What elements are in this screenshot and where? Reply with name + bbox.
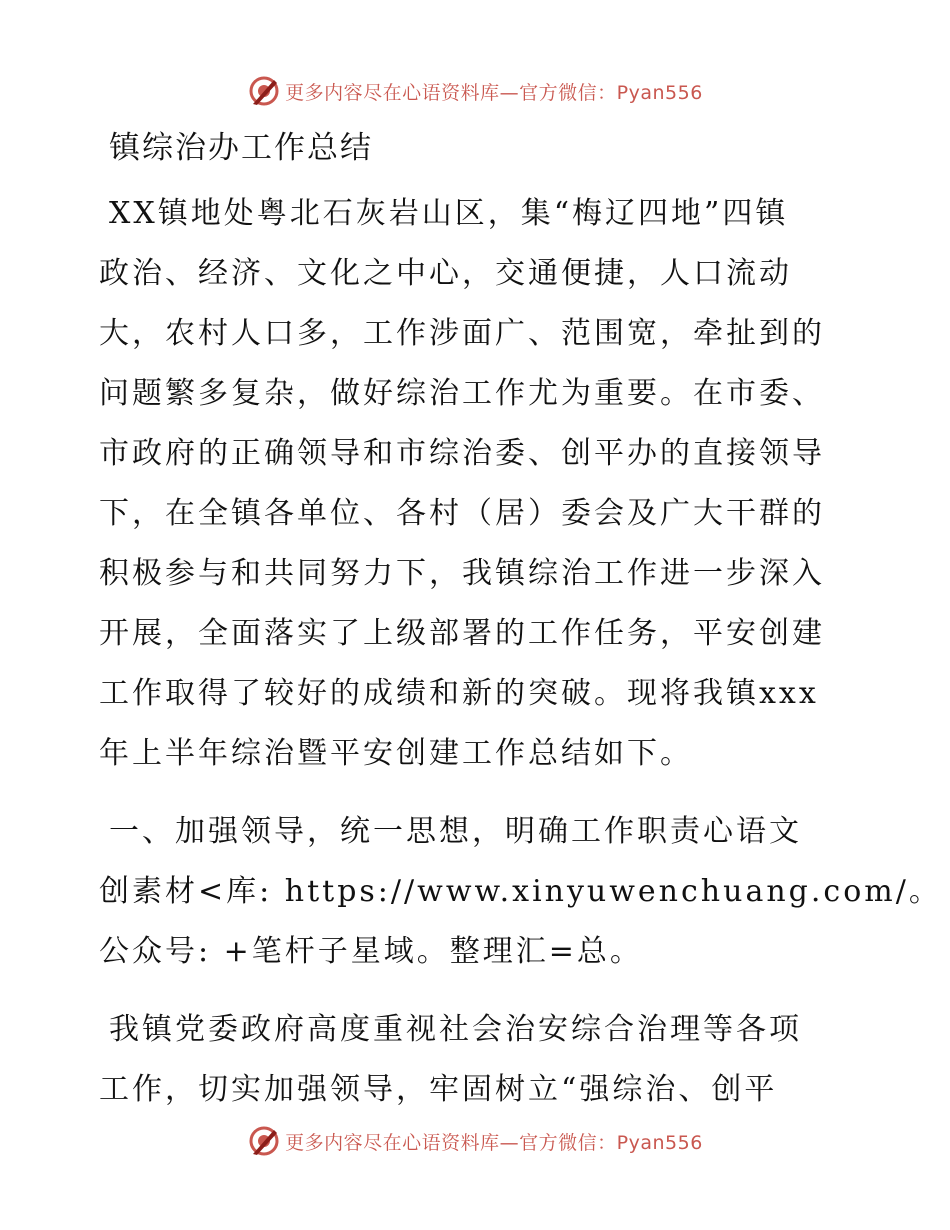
paragraph-line: 政治、经济、文化之中心，交通便捷，人口流动 [99,256,792,291]
paragraph-line: 工作，切实加强领导，牢固树立“强综治、创平 [99,1072,778,1107]
document-body [99,122,942,1138]
paragraph-line: 问题繁多复杂，做好综治工作尤为重要。在市委、 [99,376,825,411]
paragraph-line: XX镇地处粤北石灰岩山区，集“梅辽四地”四镇 [109,196,789,231]
paragraph-line: 工作取得了较好的成绩和新的突破。现将我镇xxx [99,676,819,711]
paragraph-section-heading [99,802,942,982]
paragraph-line: 开展，全面落实了上级部署的工作任务，平安创建 [99,616,825,651]
paragraph-line: 创素材<库: https://www.xinyuwenchuang.com/。 [99,874,942,909]
quill-pen-circle-icon [247,1124,281,1158]
banner-text: 更多内容尽在心语资料库—官方微信：Pyan556 [285,81,703,104]
paragraph-intro [99,184,859,784]
banner-text: 更多内容尽在心语资料库—官方微信：Pyan556 [285,1131,703,1154]
paragraph-line: 市政府的正确领导和市综治委、创平办的直接领导 [99,436,825,471]
paragraph-line: 积极参与和共同努力下，我镇综治工作进一步深入 [99,556,825,591]
header-banner [0,71,950,111]
footer-banner [0,1121,950,1161]
paragraph-line: 年上半年综治暨平安创建工作总结如下。 [99,736,693,771]
paragraph-line: 我镇党委政府高度重视社会治安综合治理等各项 [109,1012,802,1047]
paragraph-line: 公众号: +笔杆子星域。整理汇=总。 [99,934,643,969]
paragraph-body [99,1000,859,1120]
paragraph-line: 下，在全镇各单位、各村（居）委会及广大干群的 [99,496,825,531]
quill-pen-circle-icon [247,74,281,108]
paragraph-line: 大，农村人口多，工作涉面广、范围宽，牵扯到的 [99,316,825,351]
document-title: 镇综治办工作总结 [109,130,373,166]
paragraph-line: 一、加强领导，统一思想，明确工作职责心语文 [109,814,802,849]
